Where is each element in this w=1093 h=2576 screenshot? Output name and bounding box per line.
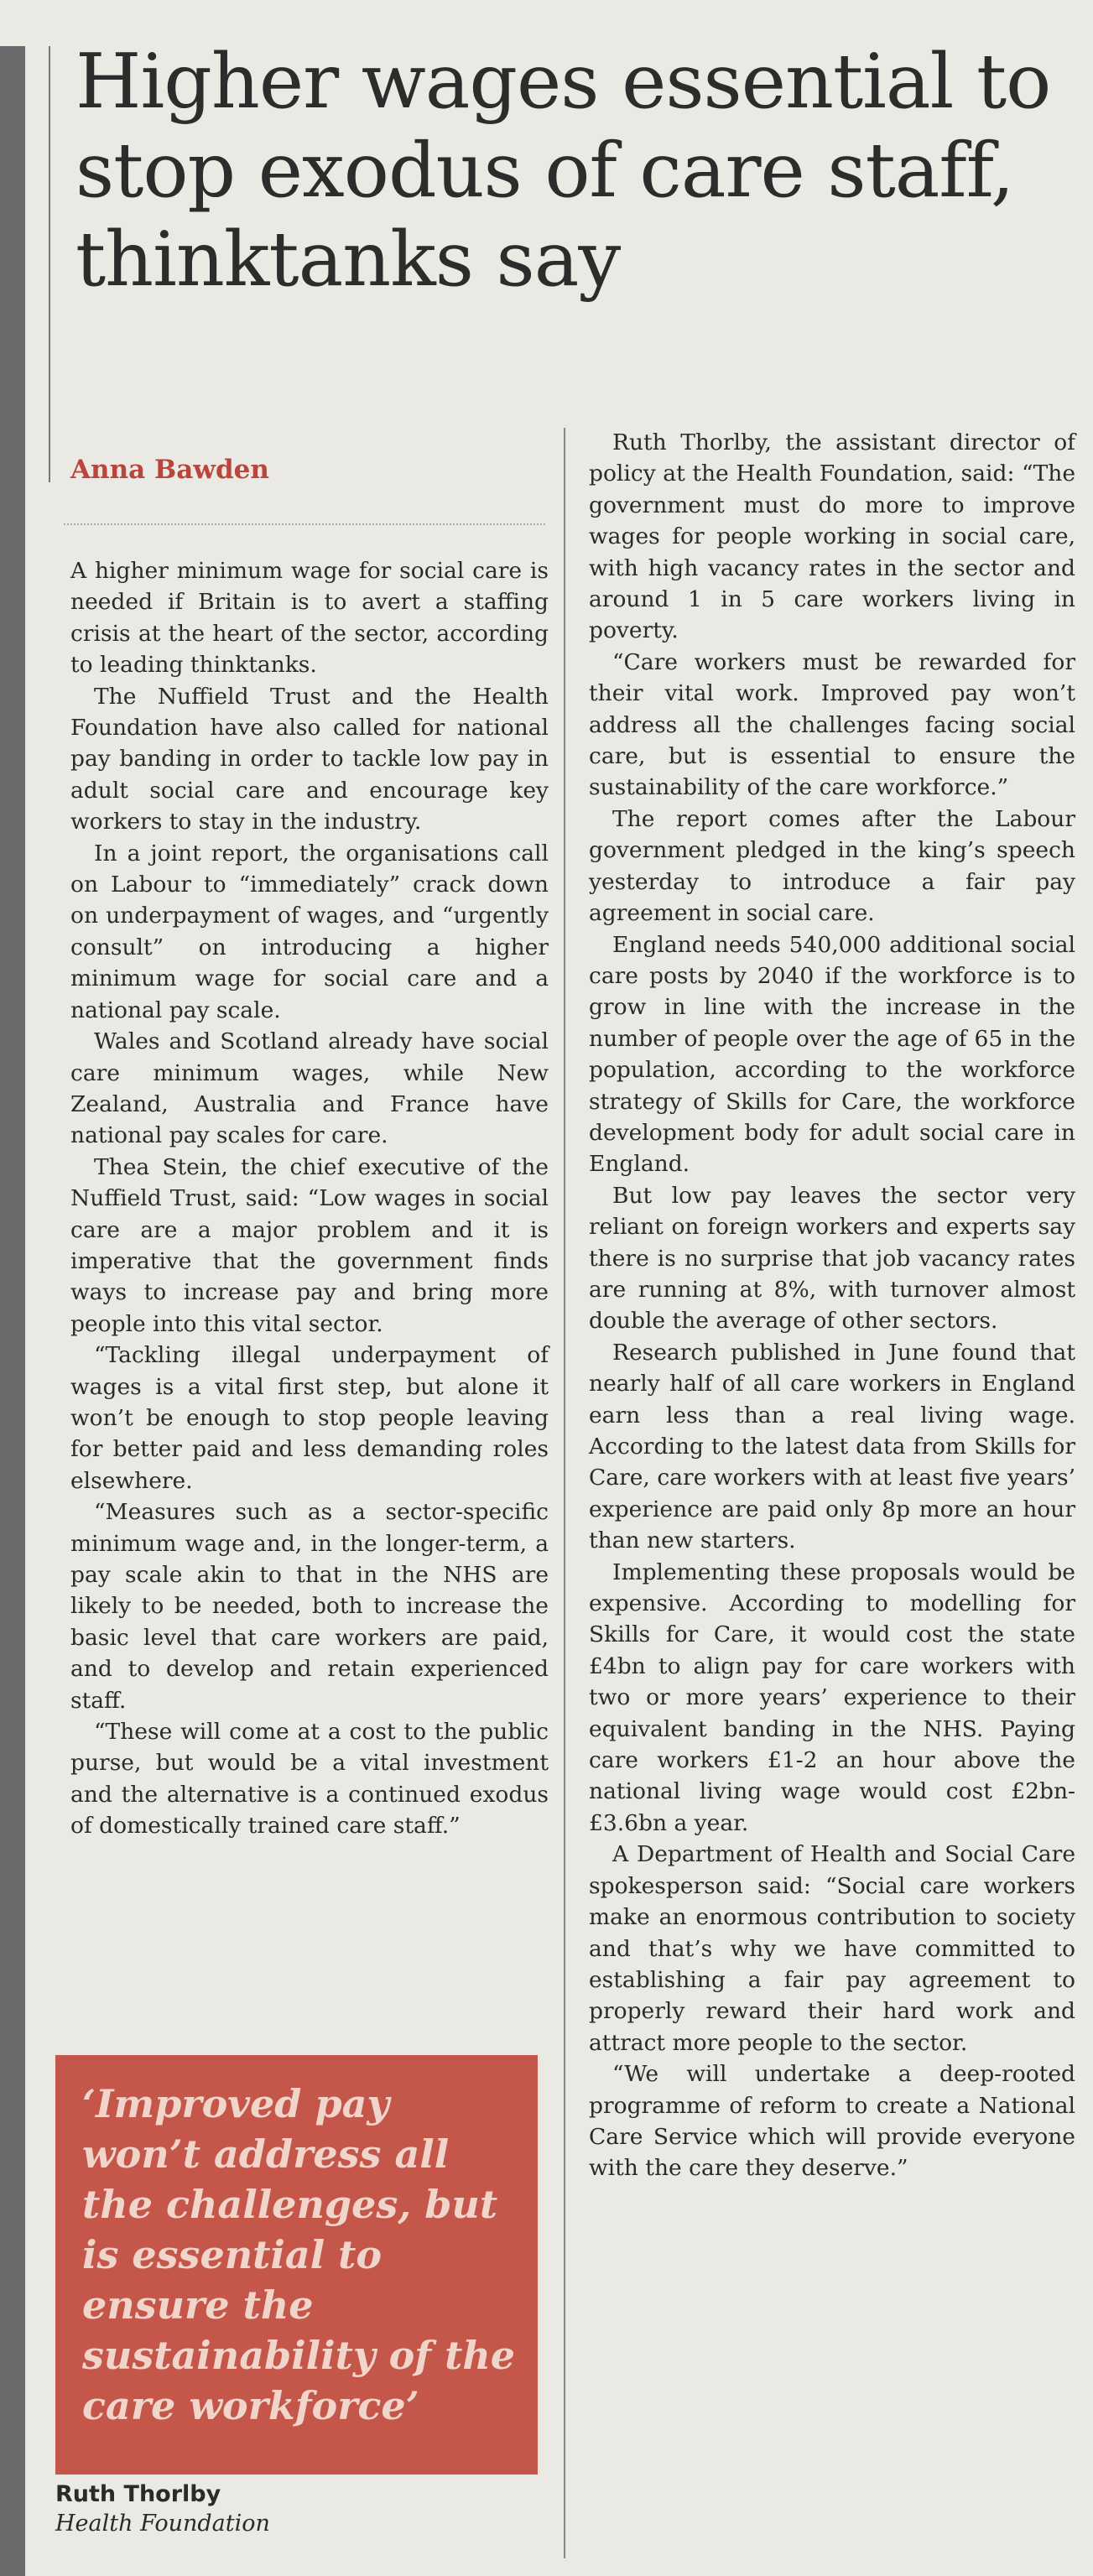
headline-rule xyxy=(49,46,50,482)
paragraph: A Department of Health and Social Care spokesperson said: “Social care workers make an enormous contribution to society and that’s why we have committed to establishing a fair pay agreement to properly reward their hard work and attract more people to the sector. xyxy=(589,1841,1075,2056)
paragraph: Implementing these proposals would be expensive. According to modelling for Skills for Care, it would cost the state £4bn to align pay for care workers with two or more years’ experience to their equivalent banding in the NHS. Paying care workers £1-2 an hour above the national living wage would cost £2bn-£3.6bn a year. xyxy=(589,1559,1075,1836)
byline-divider xyxy=(64,523,545,525)
paragraph: The report comes after the Labour government pledged in the king’s speech yesterday to introduce a fair pay agreement in social care. xyxy=(589,805,1075,927)
headline: Higher wages essential to stop exodus of care staff, thinktanks say xyxy=(75,38,1051,304)
paragraph: “Care workers must be rewarded for their vital work. Improved pay won’t address all the challenges facing social care, but is essential to ensure the sustainability of the care workforce.” xyxy=(589,648,1075,801)
paragraph: “Tackling illegal underpayment of wages is a vital first step, but alone it won’t be enough to stop people leaving for better paid and less demanding roles elsewhere. xyxy=(70,1342,549,1494)
right-column xyxy=(589,427,1075,2184)
paragraph: England needs 540,000 additional social care posts by 2040 if the workforce is to grow in line with the increase in the number of people over the age of 65 in the population, according to the workforce strategy of Skills for Care, the workforce development body for adult social care in England. xyxy=(589,931,1075,1178)
paragraph: “These will come at a cost to the public purse, but would be a vital investment and the alternative is a continued exodus of domestically trained care staff.” xyxy=(70,1719,549,1840)
paragraph: But low pay leaves the sector very reliant on foreign workers and experts say there is no surprise that job vacancy rates are running at 8%, with turnover almost double the average of other sectors. xyxy=(589,1182,1075,1335)
left-column xyxy=(70,555,549,1842)
byline: Anna Bawden xyxy=(70,455,269,485)
column-divider xyxy=(564,428,565,2558)
pullquote-text: ‘Improved pay won’t address all the challenges, but is essential to ensure the sustainability of the care workforce’ xyxy=(82,2081,516,2428)
paragraph: Thea Stein, the chief executive of the Nuffield Trust, said: “Low wages in social care are a major problem and it is imperative that the government finds ways to increase pay and bring more people into this vital sector. xyxy=(70,1153,549,1337)
paragraph: “Measures such as a sector-specific minimum wage and, in the longer-term, a pay scale akin to that in the NHS are likely to be needed, both to increase the basic level that care workers are paid, and to develop and retain experienced staff. xyxy=(70,1499,549,1714)
paragraph: Wales and Scotland already have social care minimum wages, while New Zealand, Australia and France have national pay scales for care. xyxy=(70,1028,549,1149)
page-edge-bar xyxy=(0,46,25,2576)
pullquote-attribution-organisation: Health Foundation xyxy=(55,2511,270,2537)
paragraph: In a joint report, the organisations call on Labour to “immediately” crack down on underpayment of wages, and “urgently consult” on introducing a higher minimum wage for social care and a national pay scale. xyxy=(70,840,549,1023)
paragraph: The Nuffield Trust and the Health Foundation have also called for national pay banding in order to tackle low pay in adult social care and encourage key workers to stay in the industry. xyxy=(70,683,549,835)
pullquote-attribution-name: Ruth Thorlby xyxy=(55,2481,221,2507)
paragraph: “We will undertake a deep-rooted programme of reform to create a National Care Service which will provide everyone with the care they deserve.” xyxy=(589,2061,1075,2182)
pullquote-box xyxy=(55,2055,538,2475)
paragraph: A higher minimum wage for social care is needed if Britain is to avert a staffing crisis at the heart of the sector, according to leading thinktanks. xyxy=(70,558,549,679)
paragraph: Research published in June found that nearly half of all care workers in England earn less than a real living wage. According to the latest data from Skills for Care, care workers with at least five years’ experience are paid only 8p more an hour than new starters. xyxy=(589,1339,1075,1554)
paragraph: Ruth Thorlby, the assistant director of policy at the Health Foundation, said: “The government must do more to improve wages for people working in social care, with high vacancy rates in the sector and around 1 in 5 care workers living in poverty. xyxy=(589,429,1075,644)
